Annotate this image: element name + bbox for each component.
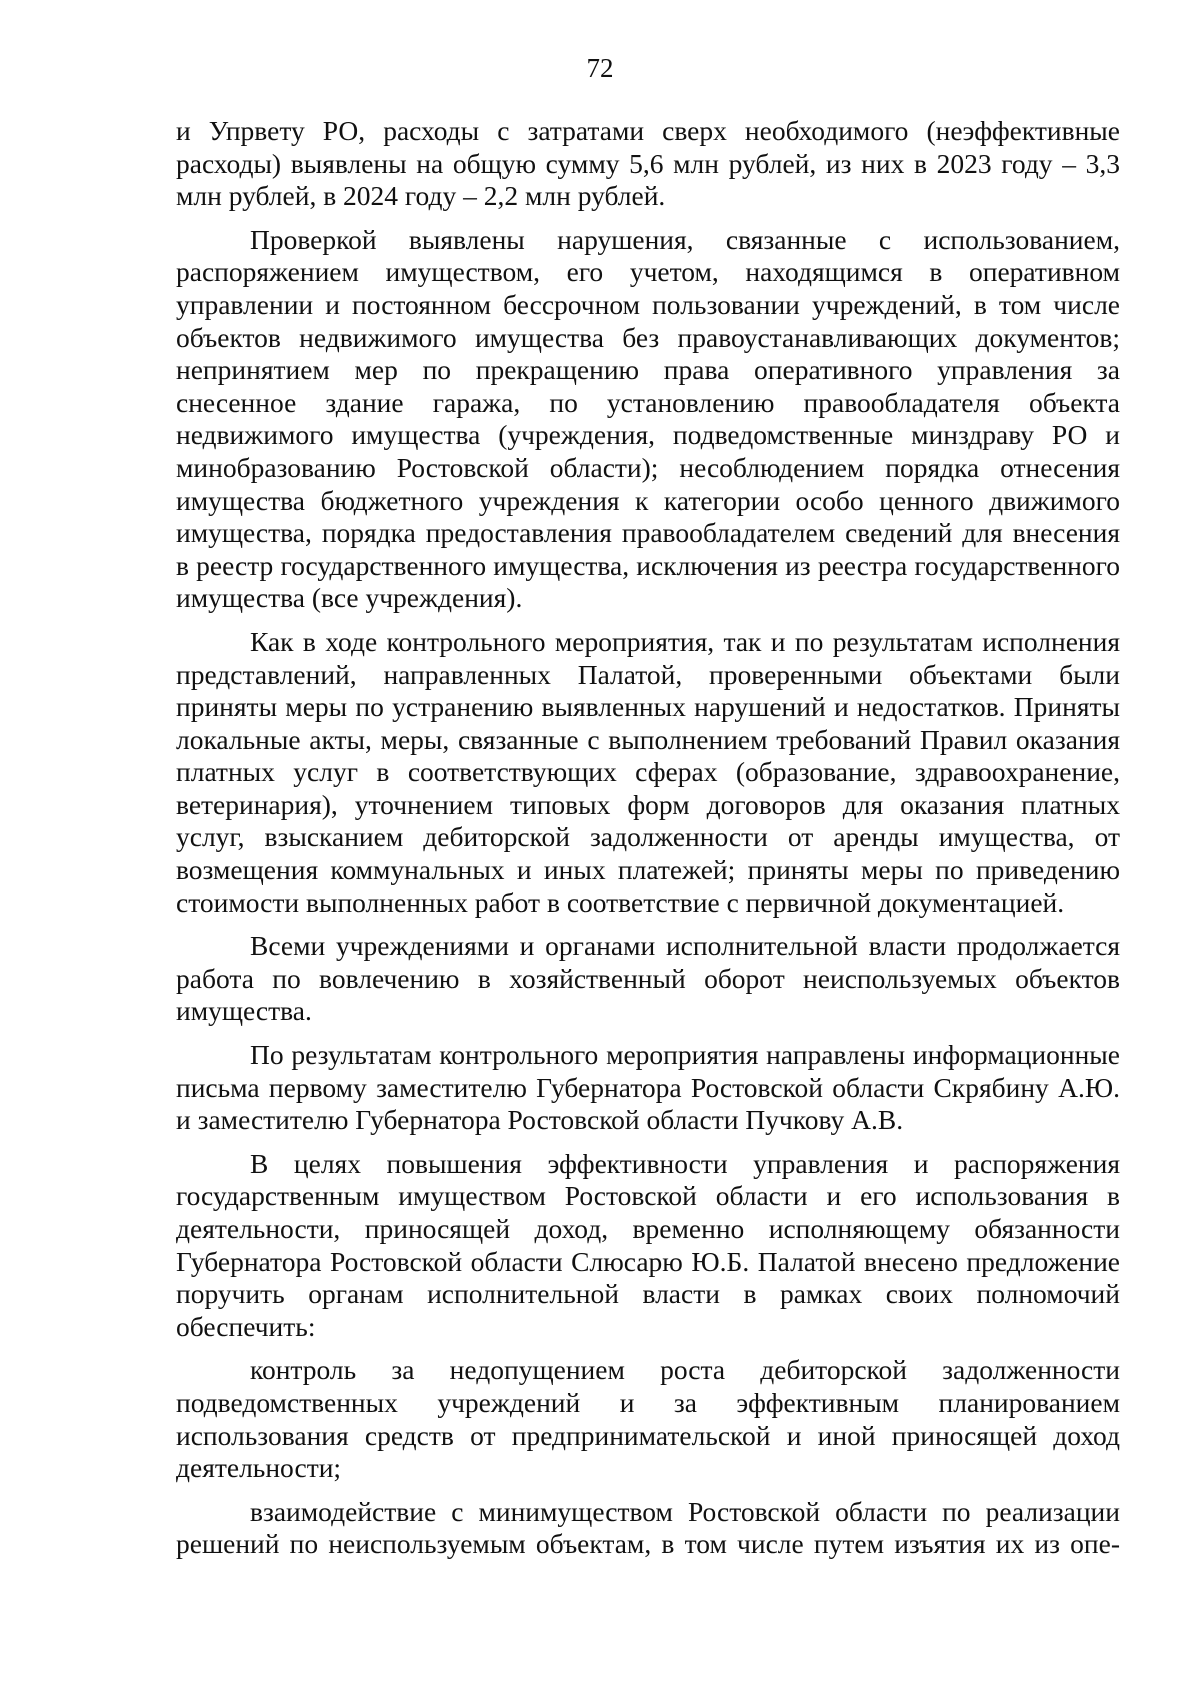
- paragraph-measures-taken: Как в ходе контрольного мероприятия, так и по результатам исполнения представлений, направленных Палатой, проверенными объектами были приняты меры по устранению выявленных нарушений и недостатков. Приняты локальные акты, меры, связанные с выполнением требований Правил оказания платных услуг в соответствующих сферах (образование, здравоохранение, ветеринария), уточнением типовых форм договоров для оказания платных услуг, взысканием дебиторской задолженности от аренды имущества, от возмещения коммунальных и иных платежей; приняты меры по приведению стоимости выполненных работ в соответствие с первичной документацией.: [176, 625, 1120, 918]
- paragraph-property-violations: Проверкой выявлены нарушения, связанные с использованием, распоряжением имуществом, его учетом, находящимся в оперативном управлении и постоянном бессрочном пользовании учреждений, в том числе объектов недвижимого имущества без правоустанавливающих документов; непринятием мер по прекращению права оперативного управления за снесенное здание гаража, по установлению правообладателя объекта недвижимого имущества (учреждения, подведомственные минздраву РО и минобразованию Ростовской области); несоблюдением порядка отнесения имущества бюджетного учреждения к категории особо ценного движимого имущества, порядка предоставления правообладателем сведений для внесения в реестр государственного имущества, исключения из реестра государственного имущества (все учреждения).: [176, 223, 1120, 614]
- paragraph-list-item-interaction: взаимодействие с минимуществом Ростовской области по реализации решений по неиспользуемым объектам, в том числе путем изъятия их из опе-: [176, 1495, 1120, 1560]
- paragraph-proposal: В целях повышения эффективности управления и распоряжения государственным имуществом Ростовской области и его использования в деятельности, приносящей доход, временно исполняющему обязанности Губернатора Ростовской области Слюсарю Ю.Б. Палатой внесено предложение поручить органам исполнительной власти в рамках своих полномочий обеспечить:: [176, 1147, 1120, 1342]
- paragraph-list-item-control: контроль за недопущением роста дебиторской задолженности подведомственных учреждений и за эффективным планированием использования средств от предпринимательской и иной приносящей доход деятельности;: [176, 1354, 1120, 1484]
- paragraph-information-letters: По результатам контрольного мероприятия направлены информационные письма первому заместителю Губернатора Ростовской области Скрябину А.Ю. и заместителю Губернатора Ростовской области Пучкову А.В.: [176, 1039, 1120, 1136]
- paragraph-ongoing-work: Всеми учреждениями и органами исполнительной власти продолжается работа по вовлечению в хозяйственный оборот неиспользуемых объектов имущества.: [176, 930, 1120, 1027]
- document-body: [176, 115, 1120, 1561]
- paragraph-continuation: и Упрвету РО, расходы с затратами сверх необходимого (неэффективные расходы) выявлены на общую сумму 5,6 млн рублей, из них в 2023 году – 3,3 млн рублей, в 2024 году – 2,2 млн рублей.: [176, 115, 1120, 212]
- page-number: 72: [586, 53, 614, 83]
